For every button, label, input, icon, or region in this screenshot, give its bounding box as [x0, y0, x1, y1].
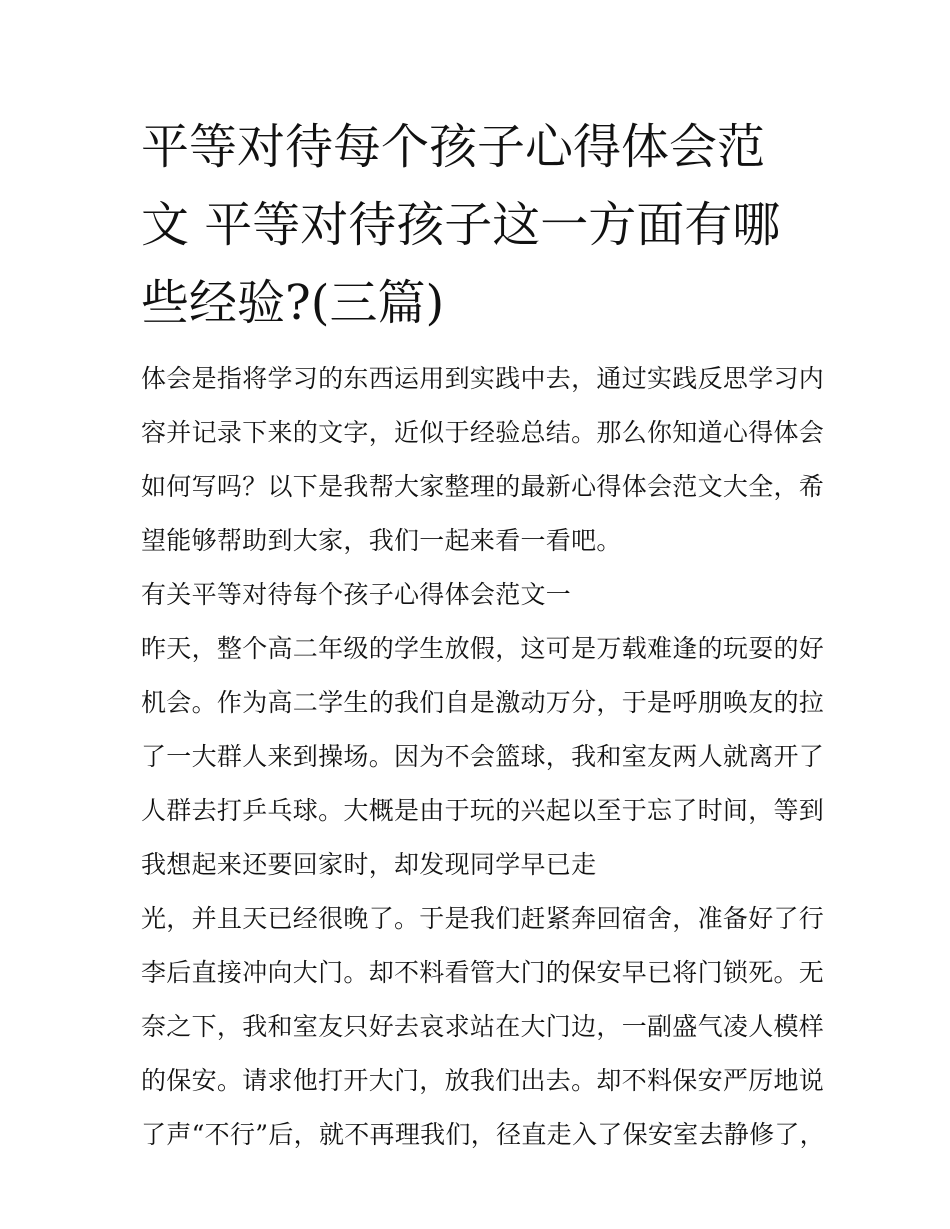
title-line: 文 平等对待孩子这一方面有哪	[141, 197, 781, 253]
body-line: 了一大群人来到操场。因为不会篮球，我和室友两人就离开了	[141, 742, 825, 771]
intro-line: 容并记录下来的文字，近似于经验总结。那么你知道心得体会	[141, 418, 825, 447]
body-line: 我想起来还要回家时，却发现同学早已走	[141, 850, 597, 879]
document-body	[141, 352, 825, 1162]
document-title	[141, 108, 811, 342]
body-line: 奈之下，我和室友只好去哀求站在大门边，一副盛气凌人模样	[141, 1012, 825, 1041]
body-line: 了声“不行”后，就不再理我们，径直走入了保安室去静修了，	[141, 1120, 825, 1149]
body-line: 光，并且天已经很晚了。于是我们赶紧奔回宿舍，准备好了行	[141, 904, 825, 933]
body-line: 李后直接冲向大门。却不料看管大门的保安早已将门锁死。无	[141, 958, 825, 987]
title-line: 平等对待每个孩子心得体会范	[141, 119, 766, 175]
body-line: 人群去打乒乓球。大概是由于玩的兴起以至于忘了时间，等到	[141, 796, 825, 825]
intro-line: 体会是指将学习的东西运用到实践中去，通过实践反思学习内	[141, 364, 825, 393]
body-line: 机会。作为高二学生的我们自是激动万分，于是呼朋唤友的拉	[141, 688, 825, 717]
body-line: 昨天，整个高二年级的学生放假，这可是万载难逢的玩耍的好	[141, 634, 825, 663]
section-heading: 有关平等对待每个孩子心得体会范文一	[141, 580, 572, 609]
intro-line: 如何写吗？以下是我帮大家整理的最新心得体会范文大全，希	[141, 472, 825, 501]
title-line: 些经验?(三篇)	[141, 275, 445, 331]
body-line: 的保安。请求他打开大门，放我们出去。却不料保安严厉地说	[141, 1066, 825, 1095]
intro-line: 望能够帮助到大家，我们一起来看一看吧。	[141, 526, 622, 555]
